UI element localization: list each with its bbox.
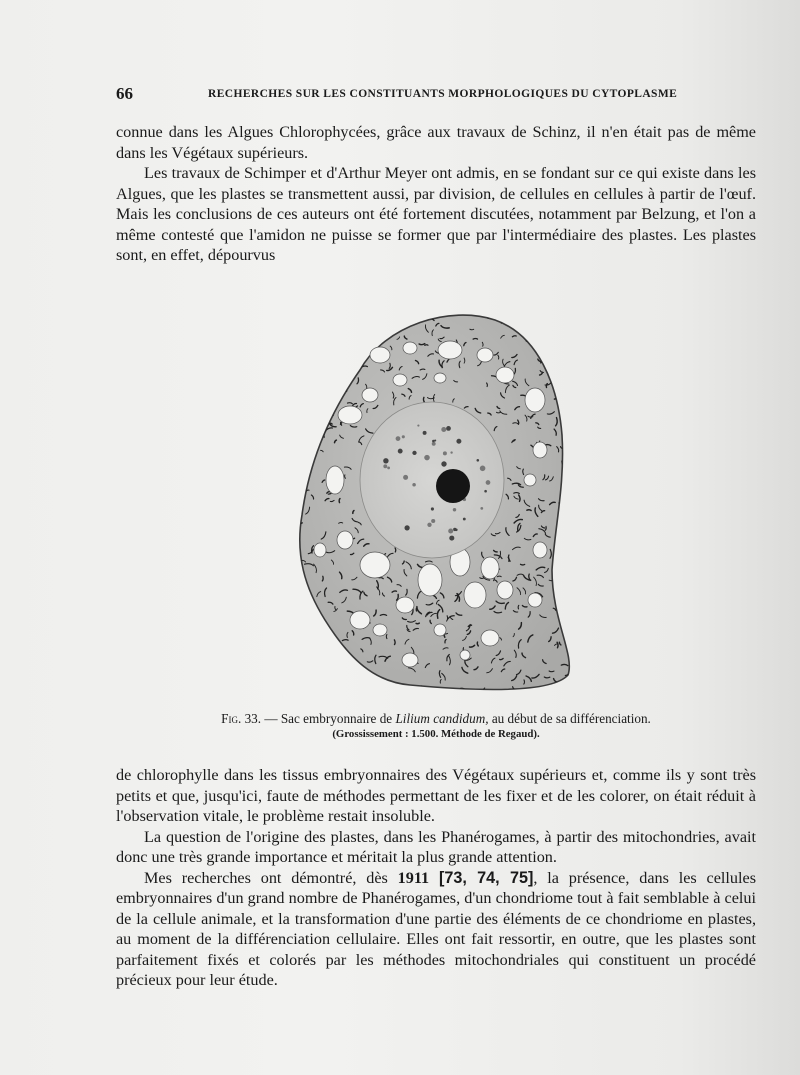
mitochondrion (298, 340, 306, 345)
figure-caption (116, 710, 756, 742)
mitochondrion (425, 345, 428, 346)
mitochondrion (557, 542, 560, 546)
mitochondrion (383, 326, 388, 331)
mitochondrion (342, 308, 345, 310)
mitochondrion (563, 378, 565, 380)
mitochondrion (304, 433, 307, 436)
page-header (116, 84, 756, 104)
mitochondrion (421, 686, 425, 692)
mitochondrion (328, 675, 329, 679)
mitochondrion (343, 308, 346, 316)
mitochondrion (567, 590, 573, 594)
vacuole (396, 597, 414, 613)
mitochondrion (325, 344, 327, 349)
mitochondrion (326, 352, 329, 360)
mitochondrion (300, 502, 302, 506)
mitochondrion (364, 311, 371, 312)
mitochondrion (318, 686, 323, 687)
mitochondrion (306, 345, 309, 353)
granule (455, 528, 458, 531)
mitochondrion (318, 634, 321, 640)
figure-cell-illustration (290, 300, 580, 695)
mitochondrion (339, 343, 343, 346)
mitochondrion (556, 536, 560, 542)
mitochondrion (314, 645, 316, 648)
granule (387, 466, 390, 469)
mitochondrion (301, 395, 306, 397)
mitochondrion (527, 510, 531, 511)
granule (383, 464, 387, 468)
mitochondrion (323, 669, 326, 677)
paragraph: connue dans les Algues Chlorophycées, grâce aux travaux de Schinz, il n'en était pas de même dans les Végétaux supérieurs. (116, 123, 756, 162)
mitochondrion (518, 605, 519, 609)
mitochondrion (558, 378, 565, 380)
mitochondrion (305, 474, 307, 480)
granule (396, 436, 401, 441)
mitochondrion (302, 605, 305, 607)
granule (432, 440, 435, 443)
mitochondrion (569, 626, 570, 632)
mitochondrion (470, 329, 474, 330)
nucleus (360, 402, 504, 558)
mitochondrion (434, 689, 437, 695)
granule (383, 458, 388, 463)
mitochondrion (540, 350, 544, 353)
mitochondrion (563, 435, 566, 436)
mitochondrion (558, 316, 566, 319)
running-head: RECHERCHES SUR LES CONSTITUANTS MORPHOLOGIQUES DU CYTOPLASME (208, 88, 678, 100)
figure-label: Fig. 33. (221, 711, 262, 726)
mitochondrion (340, 377, 341, 380)
text-block-top (116, 122, 756, 266)
vacuole (402, 653, 418, 667)
vacuole (533, 442, 547, 458)
mitochondrion (302, 384, 305, 385)
mitochondrion (562, 609, 568, 616)
species-name: Lilium candidum, (395, 711, 489, 726)
mitochondrion (559, 554, 564, 555)
mitochondrion (332, 370, 334, 376)
mitochondrion (521, 564, 525, 565)
mitochondrion (560, 335, 562, 341)
mitochondrion (473, 339, 477, 340)
mitochondrion (346, 316, 352, 322)
mitochondrion (384, 328, 386, 332)
nucleolus (436, 469, 470, 503)
mitochondrion (385, 328, 391, 332)
mitochondrion (328, 378, 332, 381)
mitochondrion (302, 380, 307, 387)
mitochondrion (307, 327, 308, 333)
mitochondrion (309, 665, 311, 670)
mitochondrion (566, 434, 571, 436)
mitochondrion (326, 387, 327, 391)
vacuole (370, 347, 390, 363)
mitochondrion (416, 623, 419, 624)
page-number: 66 (116, 84, 133, 103)
granule (417, 425, 419, 427)
mitochondrion (326, 403, 332, 405)
vacuole (477, 348, 493, 362)
mitochondrion (539, 321, 540, 327)
vacuole (393, 374, 407, 386)
mitochondrion (330, 386, 335, 390)
mitochondrion (308, 350, 310, 358)
mitochondrion (308, 361, 314, 363)
granule (427, 523, 431, 527)
mitochondrion (314, 609, 316, 616)
mitochondrion (325, 344, 332, 348)
mitochondrion (562, 361, 563, 365)
vacuole (403, 342, 417, 354)
embryo-sac-drawing (290, 300, 580, 695)
granule (484, 490, 487, 493)
mitochondrion (340, 363, 342, 370)
mitochondrion (351, 367, 357, 368)
mitochondrion (557, 358, 562, 364)
granule (480, 466, 486, 472)
mitochondrion (320, 620, 324, 623)
mitochondrion (497, 576, 501, 577)
mitochondrion (324, 372, 326, 378)
mitochondrion (562, 521, 563, 529)
mitochondrion (346, 342, 348, 349)
mitochondrion (321, 662, 323, 670)
mitochondrion (309, 393, 312, 395)
mitochondrion (333, 309, 338, 313)
vacuole (314, 543, 326, 557)
mitochondrion (561, 566, 565, 568)
mitochondrion (331, 382, 332, 385)
mitochondrion (364, 671, 365, 678)
mitochondrion (357, 368, 360, 369)
mitochondrion (553, 360, 555, 365)
year-1911: 1911 (397, 868, 430, 887)
mitochondrion (563, 492, 570, 496)
reference-numbers: [73, 74, 75] (439, 868, 534, 887)
granule (486, 480, 491, 485)
mitochondrion (368, 306, 374, 313)
mitochondrion (567, 491, 575, 493)
mitochondrion (406, 689, 407, 694)
mitochondrion (386, 635, 387, 639)
mitochondrion (329, 330, 331, 334)
granule (456, 439, 461, 444)
mitochondrion (300, 668, 301, 672)
granule (448, 528, 453, 533)
text-block-bottom (116, 765, 756, 991)
vacuole (497, 581, 513, 599)
mitochondrion (308, 601, 313, 602)
paragraph: Mes recherches ont démontré, dès 1911 [73, 74, 75], la présence, dans les cellules embryonnaires d'un grand nombre de Phanérogames, d'un chondriome tout à fait semblable à celui de la cellule animale, et la transformation d'une partie des éléments de ce chondriome en plastes, au moment de la différenciation cellulaire. Elles ont fait ressortir, en outre, que les plastes sont parfaitement fixés et colorés par les méthodes mitochondriales qui constituent un procédé précieux pour leur étude. (116, 868, 756, 989)
mitochondrion (559, 615, 564, 619)
mitochondrion (351, 682, 356, 687)
granule (423, 431, 427, 435)
granule (431, 507, 434, 510)
vacuole (481, 630, 499, 646)
mitochondrion (313, 352, 318, 357)
granule (403, 475, 408, 480)
granule (441, 427, 446, 432)
mitochondrion (302, 438, 306, 441)
paragraph: Les travaux de Schimper et d'Arthur Meyer ont admis, en se fondant sur ce qui existe dans les Algues, que les plastes se transmettent aussi, par division, de cellules en cellules à partir de l'œuf. Mais les conclusions de ces auteurs ont été fortement discutées, notamment par Belzung, et l'on a même contesté que l'amidon ne puisse se former que par l'intermédiaire des plastes. Les plastes sont, en effet, dépourvus (116, 164, 756, 264)
mitochondrion (305, 688, 313, 690)
mitochondrion (562, 625, 568, 629)
mitochondrion (416, 608, 417, 611)
mitochondrion (556, 582, 560, 584)
mitochondrion (325, 670, 326, 674)
mitochondrion (333, 395, 336, 396)
mitochondrion (305, 631, 311, 635)
granule (431, 519, 435, 523)
mitochondrion (313, 354, 317, 356)
mitochondrion (335, 655, 339, 656)
mitochondrion (415, 315, 417, 319)
mitochondrion (519, 328, 520, 332)
mitochondrion (334, 307, 337, 314)
mitochondrion (300, 594, 304, 595)
mitochondrion (337, 330, 345, 332)
vacuole (326, 466, 344, 494)
granule (449, 536, 454, 541)
mitochondrion (553, 344, 555, 347)
mitochondrion (307, 666, 308, 674)
vacuole (533, 542, 547, 558)
granule (453, 508, 456, 511)
mitochondrion (340, 656, 345, 662)
vacuole (418, 564, 442, 596)
mitochondrion (298, 469, 301, 475)
mitochondrion (373, 684, 378, 691)
vacuole (481, 557, 499, 579)
mitochondrion (341, 330, 344, 332)
granule (404, 525, 409, 530)
mitochondrion (298, 609, 305, 612)
mitochondrion (308, 440, 310, 446)
mitochondrion (376, 328, 380, 334)
mitochondrion (371, 311, 375, 317)
granule (412, 483, 416, 487)
mitochondrion (323, 326, 329, 332)
granule (450, 451, 452, 453)
mitochondrion (343, 385, 345, 390)
mitochondrion (341, 329, 344, 330)
mitochondrion (322, 624, 327, 626)
mitochondrion (327, 642, 328, 647)
vacuole (360, 552, 390, 578)
vacuole (434, 624, 446, 636)
mitochondrion (497, 412, 501, 413)
vacuole (350, 611, 370, 629)
vacuole (528, 593, 542, 607)
granule (443, 451, 447, 455)
granule (477, 459, 480, 462)
mitochondrion (308, 654, 313, 657)
vacuole (362, 388, 378, 402)
granule (463, 518, 466, 521)
mitochondrion (315, 369, 324, 370)
mitochondrion (339, 499, 340, 503)
vacuole (464, 582, 486, 608)
mitochondrion (338, 320, 339, 325)
vacuole (338, 406, 362, 424)
mitochondrion (313, 325, 319, 328)
mitochondrion (395, 548, 396, 552)
granule (480, 507, 483, 510)
granule (412, 451, 416, 455)
granule (424, 455, 430, 461)
granule (398, 449, 403, 454)
vacuole (337, 531, 353, 549)
caption-main: Fig. 33. — Sac embryonnaire de Lilium candidum, au début de sa différenciation. (221, 711, 651, 726)
mitochondrion (312, 652, 318, 659)
mitochondrion (474, 311, 479, 312)
vacuole (496, 367, 514, 383)
mitochondrion (522, 330, 523, 334)
mitochondrion (304, 403, 308, 407)
mitochondrion (304, 609, 305, 612)
vacuole (525, 388, 545, 412)
mitochondrion (303, 426, 306, 428)
mitochondrion (304, 368, 306, 375)
mitochondrion (313, 308, 320, 312)
vacuole (434, 373, 446, 383)
mitochondrion (541, 330, 549, 331)
mitochondrion (345, 366, 347, 370)
mitochondrion (539, 348, 542, 354)
mitochondrion (555, 588, 558, 589)
mitochondrion (342, 384, 348, 386)
mitochondrion (324, 656, 329, 659)
mitochondrion (394, 640, 395, 645)
caption-details: (Grossissement : 1.500. Méthode de Regaud). (332, 728, 540, 740)
mitochondrion (335, 390, 339, 391)
vacuole (438, 341, 462, 359)
granule (402, 435, 405, 438)
paragraph: de chlorophylle dans les tissus embryonnaires des Végétaux supérieurs et, comme ils y sont très petits et que, jusqu'ici, faute de méthodes permettant de les fixer et de les colorer, on était réduit à l'observation vitale, le problème restait insoluble. (116, 766, 756, 825)
paragraph: La question de l'origine des plastes, dans les Phanérogames, à partir des mitochondries, avait donc une très grande importance et méritait la plus grande attention. (116, 827, 756, 866)
mitochondrion (420, 317, 425, 319)
vacuole (524, 474, 536, 486)
mitochondrion (336, 367, 342, 373)
mitochondrion (565, 580, 570, 586)
vacuole (373, 624, 387, 636)
mitochondrion (296, 474, 302, 476)
granule (441, 461, 446, 466)
mitochondrion (350, 676, 352, 684)
mitochondrion (341, 367, 343, 371)
granule (432, 442, 436, 446)
granule (446, 426, 451, 431)
mitochondrion (328, 416, 330, 421)
mitochondrion (310, 326, 316, 327)
mitochondrion (375, 317, 378, 326)
mitochondrion (567, 560, 571, 566)
mitochondrion (297, 475, 304, 476)
mitochondrion (355, 333, 358, 339)
mitochondrion (317, 364, 323, 370)
mitochondrion (331, 394, 334, 397)
mitochondrion (297, 495, 300, 496)
mitochondrion (342, 684, 346, 686)
mitochondrion (338, 685, 343, 686)
mitochondrion (554, 372, 558, 374)
mitochondrion (406, 311, 413, 315)
vacuole (460, 650, 470, 660)
mitochondrion (545, 348, 554, 350)
